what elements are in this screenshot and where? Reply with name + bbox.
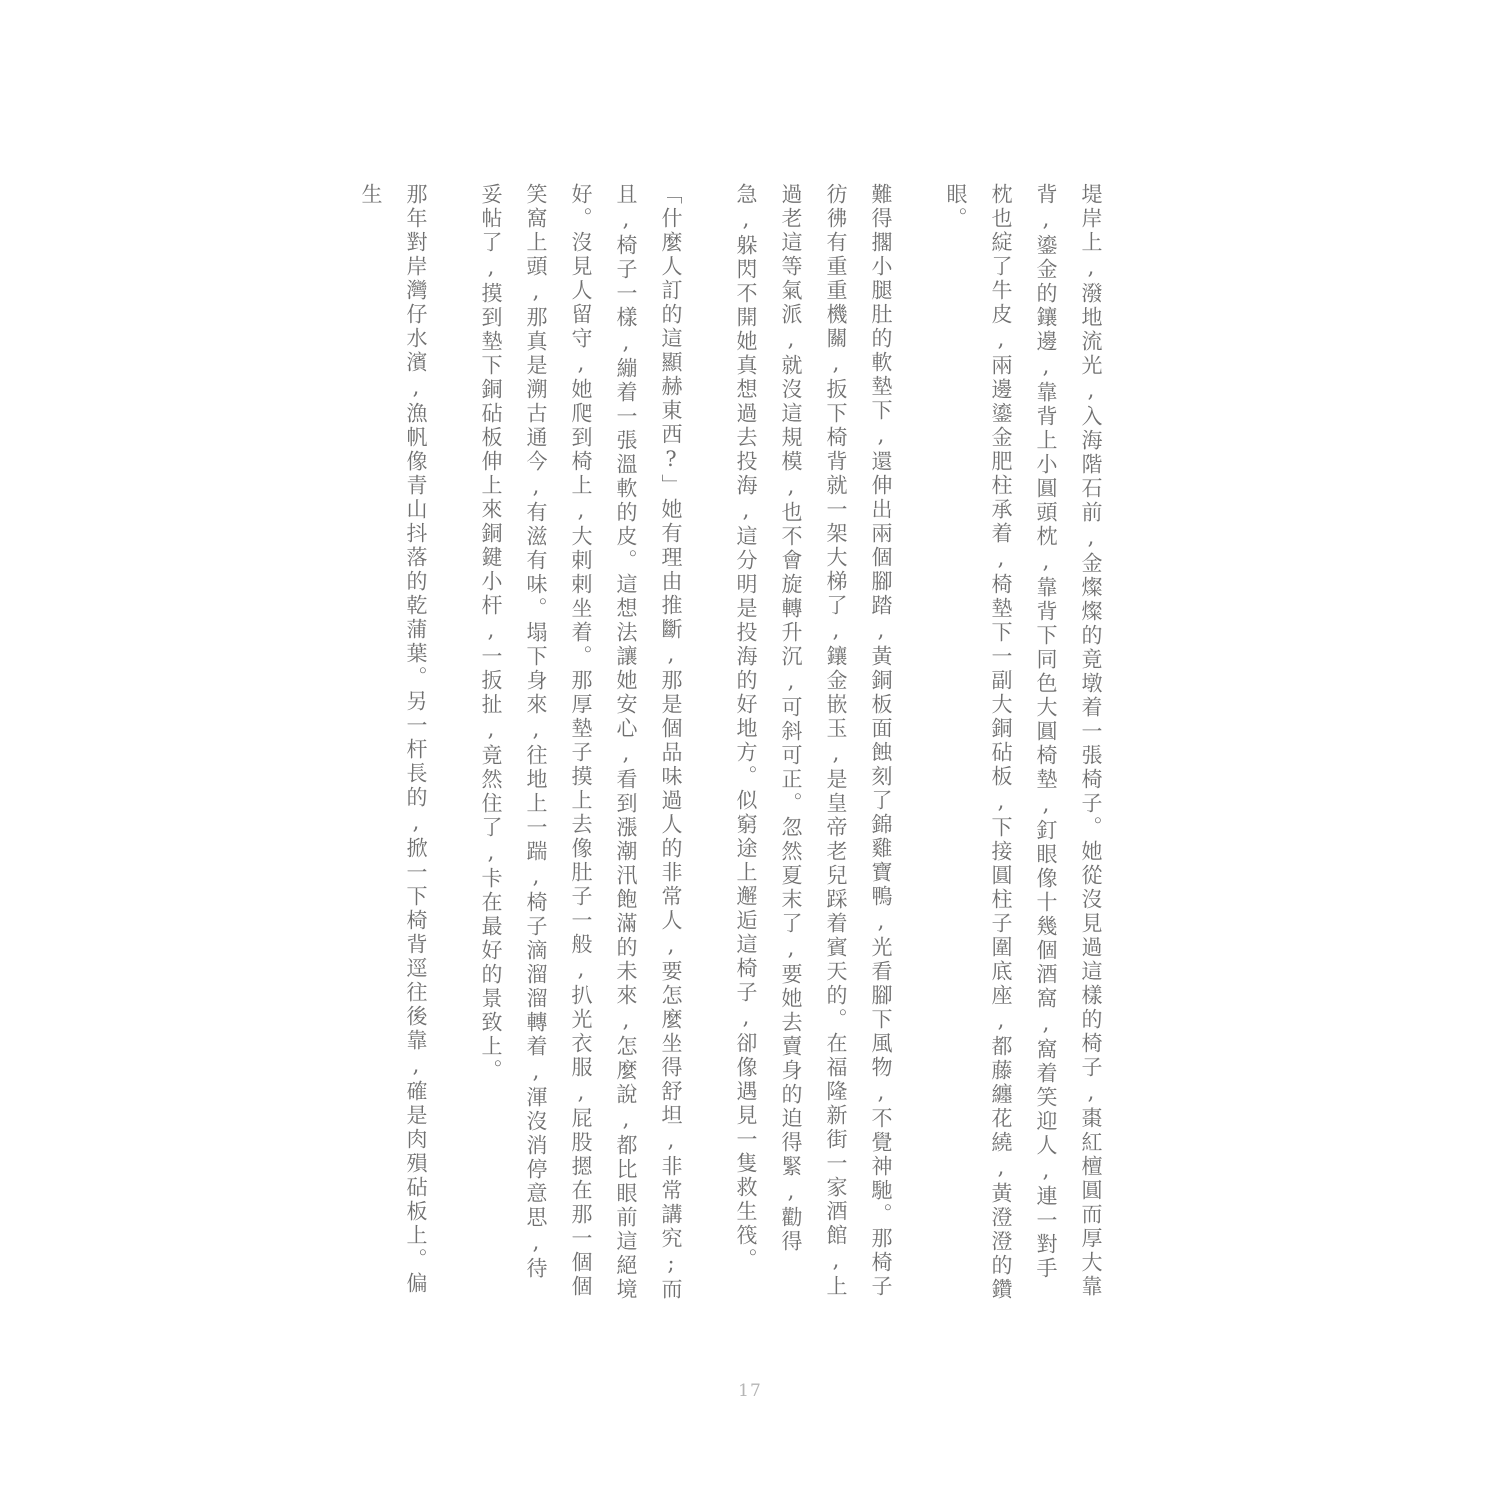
paragraph-3: 「什麼人訂的這顯赫東西?」她有理由推斷,那是個品味過人的非常人,要怎麼坐得舒坦,非常講究;而且,椅子一樣,繃着一張溫軟的皮。這想法讓她安心,看到漲潮汛飽滿的未來,怎麼說,都比眼前這絕境好。沒見人留守,她爬到椅上,大剌剌坐着。那厚墊子摸上去像肚子一般,扒光衣服,屁股摁在那一個個笑窩上頭,那真是溯古通今,有滋有味。塌下身來,往地上一踹,椅子滴溜溜轉着,渾沒消停意思,待妥帖了,摸到墊下銅砧板伸上來銅鍵小杆,一扳扯,竟然住了,卡在最好的景致上。 (479, 183, 683, 1302)
paragraph-2: 難得擱小腿肚的軟墊下,還伸出兩個腳踏,黃銅板面蝕刻了錦雞寶鴨,光看腳下風物,不覺神馳。那椅子彷彿有重重機關,扳下椅背就一架大梯了,鑲金嵌玉,是皇帝老兒踩着賓天的。在福隆新街一家酒館,上過老這等氣派,就沒這規模,也不會旋轉升沉,可斜可正。忽然夏末了,要她去賣身的迫得緊,勸得急,躲閃不開她真想過去投海,這分明是投海的好地方。似窮途上邂逅這椅子,卻像遇見一隻救生筏。 (734, 183, 893, 1299)
page-number: 17 (738, 1381, 762, 1401)
paragraph-1: 堤岸上,潑地流光,入海階石前,金燦燦的竟墩着一張椅子。她從沒見過這樣的椅子,棗紅檀圓而厚大靠背,鎏金的鑲邊,靠背上小圓頭枕,靠背下同色大圓椅墊,釘眼像十幾個酒窩,窩着笑迎人,連一對手枕也綻了牛皮,兩邊鎏金肥柱承着,椅墊下一副大銅砧板,下接圓柱子圍底座,都藤纏花繞,黃澄澄的鑽眼。 (944, 183, 1103, 1302)
paragraph-4: 那年對岸灣仔水濱,漁帆像青山抖落的乾蒲葉。另一杆長的,掀一下椅背逕往後靠,確是肉殞砧板上。偏生 (359, 183, 428, 1296)
body-text (318, 183, 1113, 1303)
